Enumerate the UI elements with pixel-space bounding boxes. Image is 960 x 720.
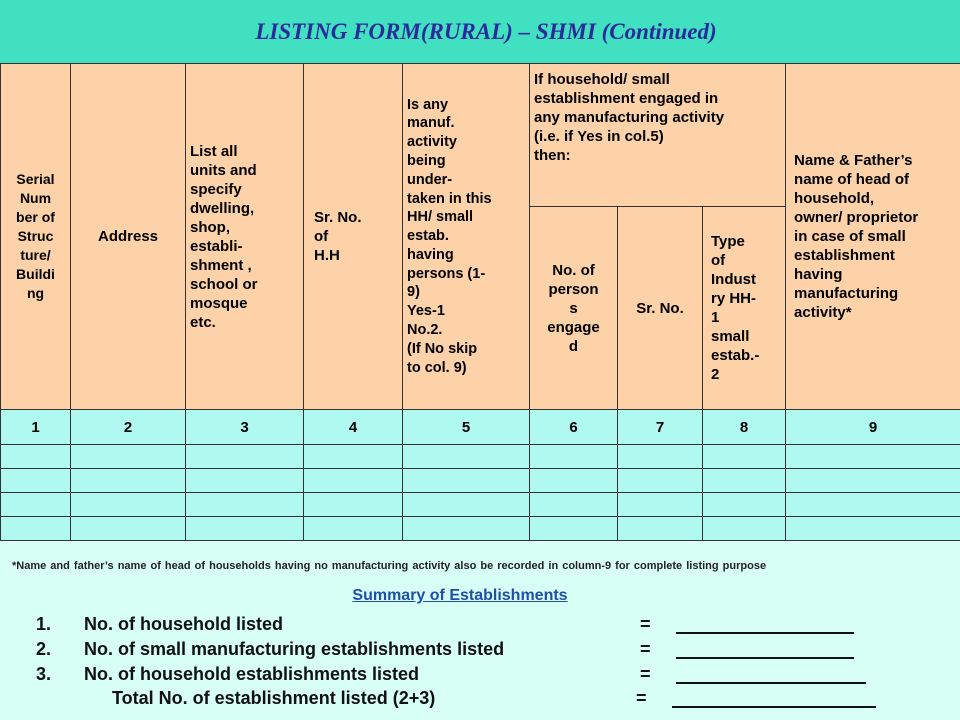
blank-row xyxy=(1,517,960,541)
blank-cell[interactable] xyxy=(403,469,530,493)
equals-sign: = xyxy=(636,688,647,708)
column-number: 2 xyxy=(71,410,186,445)
blank-row xyxy=(1,445,960,469)
fill-in-blank[interactable] xyxy=(676,657,854,659)
header-name-head: Name & Father’s name of head of household, owner/ proprietor in case of small establishment having manufacturing activity* xyxy=(786,64,960,410)
column-number: 9 xyxy=(786,410,960,445)
fill-in-blank[interactable] xyxy=(672,706,876,708)
summary-item-label: No. of small manufacturing establishments listed xyxy=(84,639,505,659)
blank-cell[interactable] xyxy=(304,517,403,541)
page-title: LISTING FORM(RURAL) – SHMI (Continued) xyxy=(255,18,717,44)
footnote: *Name and father’s name of head of households having no manufacturing activity also be recorded in column-9 for complete listing purpose xyxy=(12,560,767,572)
summary-heading: Summary of Establishments xyxy=(352,587,568,604)
fill-in-blank[interactable] xyxy=(676,682,866,684)
blank-cell[interactable] xyxy=(786,469,960,493)
header-address: Address xyxy=(71,64,186,410)
blank-cell[interactable] xyxy=(304,469,403,493)
blank-cell[interactable] xyxy=(71,469,186,493)
blank-cell[interactable] xyxy=(703,493,786,517)
summary-total-label: Total No. of establishment listed (2+3) xyxy=(112,688,436,708)
blank-row xyxy=(1,469,960,493)
blank-cell[interactable] xyxy=(403,517,530,541)
blank-cell[interactable] xyxy=(1,469,71,493)
blank-cell[interactable] xyxy=(786,445,960,469)
fill-in-blank[interactable] xyxy=(676,632,854,634)
listing-table xyxy=(0,63,960,541)
blank-cell[interactable] xyxy=(186,517,304,541)
blank-cell[interactable] xyxy=(403,493,530,517)
header-sr-no-hh: Sr. No. of H.H xyxy=(304,64,403,410)
blank-cell[interactable] xyxy=(71,445,186,469)
summary-item-label: No. of household establishments listed xyxy=(84,664,420,684)
blank-cell[interactable] xyxy=(1,517,71,541)
summary-item-label: No. of household listed xyxy=(84,614,283,634)
blank-cell[interactable] xyxy=(403,445,530,469)
blank-cell[interactable] xyxy=(304,493,403,517)
header-sr-no: Sr. No. xyxy=(618,207,703,410)
blank-cell[interactable] xyxy=(71,493,186,517)
blank-cell[interactable] xyxy=(1,445,71,469)
summary-item-number: 2. xyxy=(36,639,52,659)
column-number: 4 xyxy=(304,410,403,445)
equals-sign: = xyxy=(640,639,651,659)
blank-cell[interactable] xyxy=(71,517,186,541)
summary-item-number: 1. xyxy=(36,614,52,634)
header-list-units: List all units and specify dwelling, shop, establi- shment , school or mosque etc. xyxy=(186,64,304,410)
blank-cell[interactable] xyxy=(618,445,703,469)
blank-cell[interactable] xyxy=(186,493,304,517)
column-number: 8 xyxy=(703,410,786,445)
blank-cell[interactable] xyxy=(530,469,618,493)
header-persons-engaged: No. of person s engage d xyxy=(530,207,618,410)
equals-sign: = xyxy=(640,664,651,684)
blank-cell[interactable] xyxy=(186,445,304,469)
blank-cell[interactable] xyxy=(618,517,703,541)
title-bar xyxy=(0,0,960,63)
blank-cell[interactable] xyxy=(786,493,960,517)
blank-cell[interactable] xyxy=(530,517,618,541)
equals-sign: = xyxy=(640,614,651,634)
blank-cell[interactable] xyxy=(618,493,703,517)
column-number-row xyxy=(1,410,960,445)
blank-cell[interactable] xyxy=(186,469,304,493)
column-number: 1 xyxy=(1,410,71,445)
blank-cell[interactable] xyxy=(703,517,786,541)
column-number: 5 xyxy=(403,410,530,445)
column-number: 6 xyxy=(530,410,618,445)
header-serial-number: Serial Num ber of Struc ture/ Buildi ng xyxy=(1,64,71,410)
summary-item-number: 3. xyxy=(36,664,52,684)
header-manuf-activity: Is any manuf. activity being under- taken in this HH/ small estab. having persons (1- 9) Yes-1 No.2. (If No skip to col. 9) xyxy=(403,64,530,410)
blank-cell[interactable] xyxy=(304,445,403,469)
blank-cell[interactable] xyxy=(703,469,786,493)
header-group-if-engaged: If household/ small establishment engaged in any manufacturing activity (i.e. if Yes in col.5) then: xyxy=(530,64,786,207)
blank-cell[interactable] xyxy=(786,517,960,541)
blank-cell[interactable] xyxy=(703,445,786,469)
blank-cell[interactable] xyxy=(530,445,618,469)
blank-cell[interactable] xyxy=(1,493,71,517)
blank-row xyxy=(1,493,960,517)
column-number: 7 xyxy=(618,410,703,445)
blank-cell[interactable] xyxy=(530,493,618,517)
blank-cell[interactable] xyxy=(618,469,703,493)
header-type-industry: Type of Indust ry HH- 1 small estab.- 2 xyxy=(703,207,786,410)
column-number: 3 xyxy=(186,410,304,445)
